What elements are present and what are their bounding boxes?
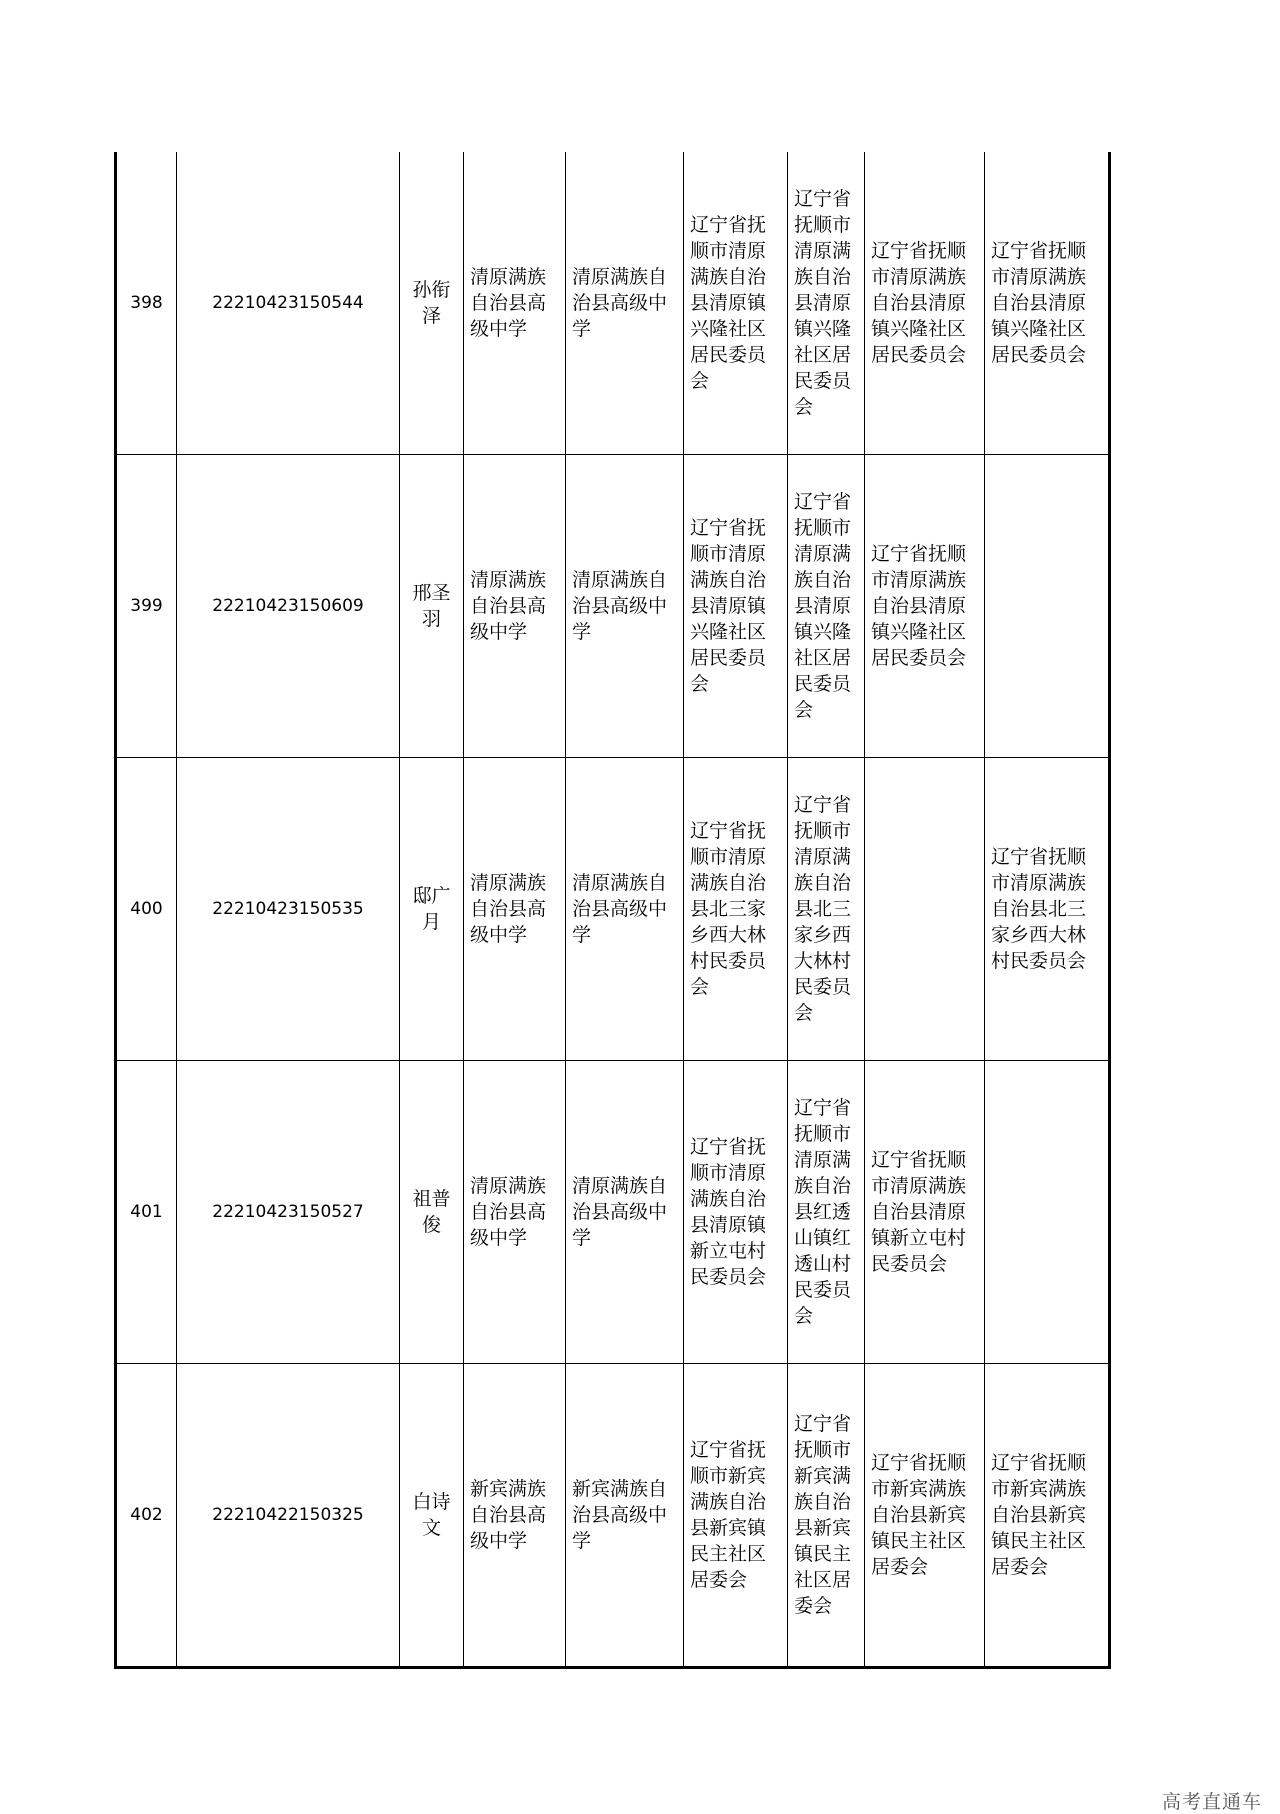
address-1: 辽宁省抚顺市清原满族自治县清原镇兴隆社区居民委员会: [684, 455, 788, 758]
address-2: 辽宁省抚顺市清原满族自治县红透山镇红透山村民委员会: [788, 1061, 865, 1364]
address-3: [865, 758, 985, 1061]
address-4: 辽宁省抚顺市新宾满族自治县新宾镇民主社区居委会: [985, 1364, 1110, 1668]
address-2: 辽宁省抚顺市新宾满族自治县新宾镇民主社区居委会: [788, 1364, 865, 1668]
row-number: 399: [116, 455, 177, 758]
address-1: 辽宁省抚顺市新宾满族自治县新宾镇民主社区居委会: [684, 1364, 788, 1668]
school: 清原满族自治县高级中学: [464, 152, 566, 455]
address-3: 辽宁省抚顺市清原满族自治县清原镇新立屯村民委员会: [865, 1061, 985, 1364]
address-4: [985, 455, 1110, 758]
address-2: 辽宁省抚顺市清原满族自治县清原镇兴隆社区居民委员会: [788, 455, 865, 758]
student-name: 祖普俊: [400, 1061, 464, 1364]
address-4: [985, 1061, 1110, 1364]
school: 清原满族自治县高级中学: [464, 455, 566, 758]
student-name: 邢圣羽: [400, 455, 464, 758]
school: 新宾满族自治县高级中学: [464, 1364, 566, 1668]
roster-body: [116, 152, 1110, 1668]
row-number: 402: [116, 1364, 177, 1668]
school-2: 清原满族自治县高级中学: [566, 758, 684, 1061]
exam-id: 22210423150535: [177, 758, 400, 1061]
address-1: 辽宁省抚顺市清原满族自治县清原镇兴隆社区居民委员会: [684, 152, 788, 455]
address-3: 辽宁省抚顺市新宾满族自治县新宾镇民主社区居委会: [865, 1364, 985, 1668]
school-2: 清原满族自治县高级中学: [566, 152, 684, 455]
table-row: [116, 1061, 1110, 1364]
address-2: 辽宁省抚顺市清原满族自治县清原镇兴隆社区居民委员会: [788, 152, 865, 455]
address-4: 辽宁省抚顺市清原满族自治县清原镇兴隆社区居民委员会: [985, 152, 1110, 455]
address-2: 辽宁省抚顺市清原满族自治县北三家乡西大林村民委员会: [788, 758, 865, 1061]
school: 清原满族自治县高级中学: [464, 758, 566, 1061]
table-row: [116, 1364, 1110, 1668]
school-2: 新宾满族自治县高级中学: [566, 1364, 684, 1668]
address-3: 辽宁省抚顺市清原满族自治县清原镇兴隆社区居民委员会: [865, 152, 985, 455]
row-number: 398: [116, 152, 177, 455]
exam-id: 22210423150527: [177, 1061, 400, 1364]
table-row: [116, 758, 1110, 1061]
exam-id: 22210422150325: [177, 1364, 400, 1668]
student-name: 邸广月: [400, 758, 464, 1061]
school-2: 清原满族自治县高级中学: [566, 455, 684, 758]
row-number: 400: [116, 758, 177, 1061]
address-4: 辽宁省抚顺市清原满族自治县北三家乡西大林村民委员会: [985, 758, 1110, 1061]
exam-id: 22210423150544: [177, 152, 400, 455]
school: 清原满族自治县高级中学: [464, 1061, 566, 1364]
student-name: 白诗文: [400, 1364, 464, 1668]
table-row: [116, 455, 1110, 758]
roster-table: [114, 152, 1111, 1669]
table-row: [116, 152, 1110, 455]
address-3: 辽宁省抚顺市清原满族自治县清原镇兴隆社区居民委员会: [865, 455, 985, 758]
exam-id: 22210423150609: [177, 455, 400, 758]
address-1: 辽宁省抚顺市清原满族自治县清原镇新立屯村民委员会: [684, 1061, 788, 1364]
row-number: 401: [116, 1061, 177, 1364]
student-name: 孙衔泽: [400, 152, 464, 455]
watermark-text: 高考直通车: [1161, 1791, 1262, 1813]
address-1: 辽宁省抚顺市清原满族自治县北三家乡西大林村民委员会: [684, 758, 788, 1061]
school-2: 清原满族自治县高级中学: [566, 1061, 684, 1364]
